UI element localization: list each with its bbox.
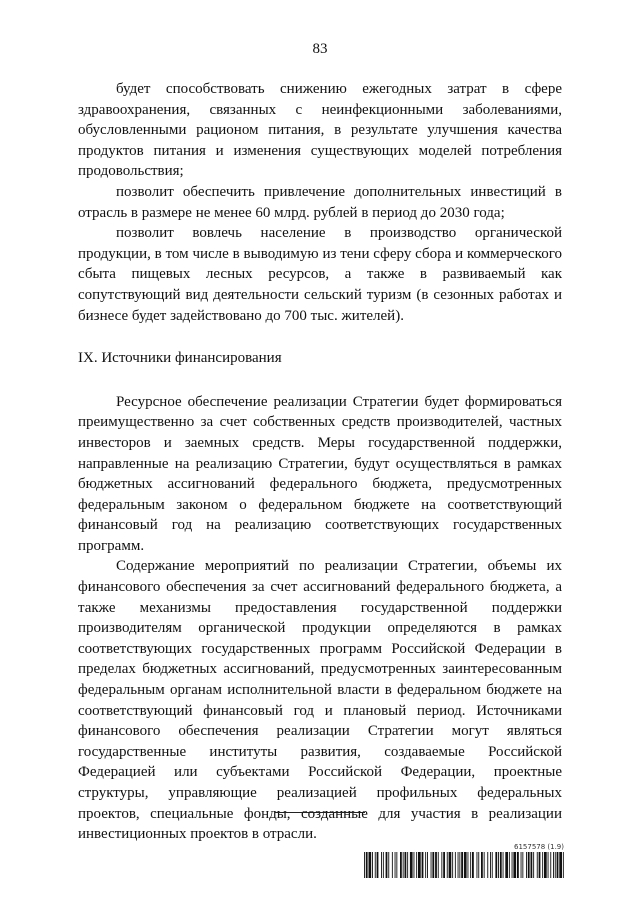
page-number: 83: [312, 41, 328, 57]
document-code: 6157578 (1.9): [514, 843, 564, 851]
paragraph-population-involvement: позволит вовлечь население в производство органической продукции, в том числе в выводимую из тени сферу сбора и коммерческого сбыта пищевых лесных ресурсов, а также в развиваемый как сопутствующий вид деятельности сельский туризм (в сезонных работах и бизнесе будет задействовано до 700 тыс. жителей).: [78, 225, 562, 324]
footer-divider: [275, 812, 365, 813]
section-heading: IX. Источники финансирования: [78, 350, 282, 367]
paragraph-resource-provision: Ресурсное обеспечение реализации Стратегии будет формироваться преимущественно за счет собственных средств производителей, частных инвесторов и заемных средств. Меры государственной поддержки, направленные на реализацию Стратегии, будут осуществляться в рамках бюджетных ассигнований федерального бюджета, предусмотренных федеральным законом о федеральном бюджете на соответствующий финансовый год на реализацию соответствующих государственных программ.: [78, 393, 562, 554]
paragraph-investments: позволит обеспечить привлечение дополнительных инвестиций в отрасль в размере не менее 60 млрд. рублей в период до 2030 года;: [78, 183, 562, 221]
paragraph-healthcare-costs: будет способствовать снижению ежегодных затрат в сфере здравоохранения, связанных с неинфекционными заболеваниями, обусловленными рационом питания, в результате улучшения качества продуктов питания и изменения существующих моделей потребления продовольствия;: [78, 81, 562, 180]
paragraph-measures-content: Содержание мероприятий по реализации Стратегии, объемы их финансового обеспечения за счет ассигнований федерального бюджета, а также механизмы предоставления государственной поддержки производителям органической продукции определяются в рамках соответствующих государственных программ Российской Федерации в пределах бюджетных ассигнований, предусмотренных заинтересованным федеральным органам исполнительной власти в федеральном бюджете на соответствующий финансовый год и плановый период. Источниками финансового обеспечения реализации Стратегии могут являться государственные институты развития, создаваемые Российской Федерацией или субъектами Российской Федерации, проектные структуры, управляющие реализацией профильных федеральных проектов, специальные фонды, созданные для участия в реализации инвестиционных проектов в отрасли.: [78, 558, 562, 843]
page-content: [78, 79, 562, 845]
barcode-icon: [364, 852, 564, 878]
